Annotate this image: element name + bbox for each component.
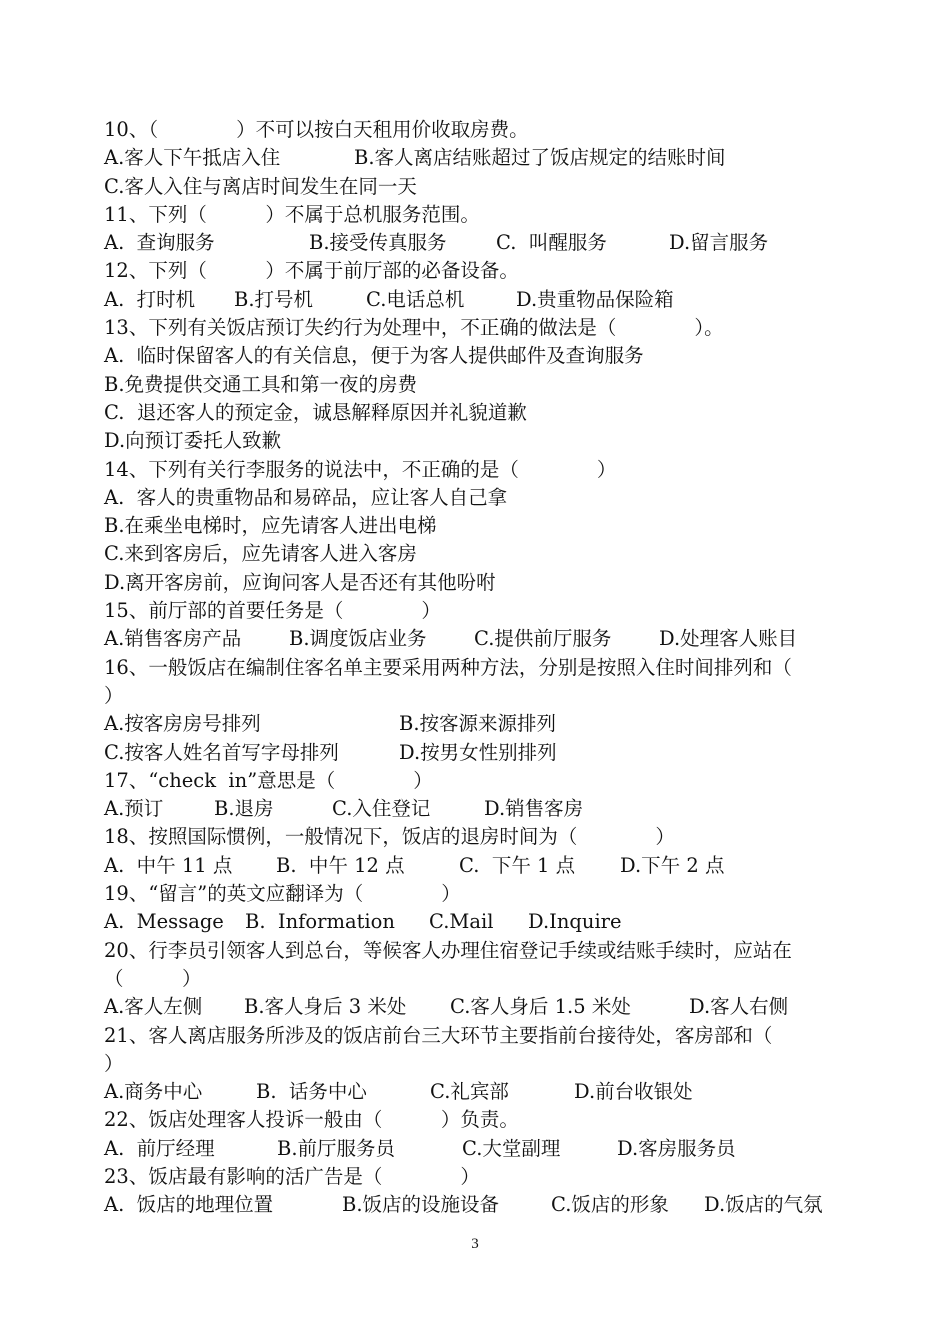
question-stem: 14、下列有关行李服务的说法中，不正确的是（ ） [104,457,617,481]
answer-option: D.前台收银处 [574,1080,693,1104]
option-row [104,229,864,257]
page-number: 3 [471,1236,479,1252]
answer-option: C. 退还客人的预定金，诚恳解释原因并礼貌道歉 [104,400,527,424]
option-row [104,1135,864,1163]
answer-option: D.离开客房前，应询问客人是否还有其他吩咐 [104,570,496,594]
option-row [104,1191,864,1219]
answer-option: C. 下午 1 点 [459,853,576,877]
option-row [104,625,864,653]
question-stem: 17、“check in”意思是（ ） [104,768,433,792]
answer-option: B. Information [245,910,395,934]
option-row [104,342,864,370]
answer-option: C.大堂副理 [462,1136,561,1160]
answer-option: A.预订 [104,797,164,821]
answer-option: A. 中午 11 点 [104,853,233,877]
answer-option: B.在乘坐电梯时，应先请客人进出电梯 [104,514,437,538]
answer-option: B.按客源来源排列 [399,712,557,736]
question-stem: 23、饭店最有影响的活广告是（ ） [104,1164,480,1188]
answer-option: A. 临时保留客人的有关信息，便于为客人提供邮件及查询服务 [104,344,644,368]
question-stem: 21、客人离店服务所涉及的饭店前台三大环节主要指前台接待处，客房部和（ [104,1023,773,1047]
answer-option: A. 打时机 [104,287,196,311]
question-stem: 13、下列有关饭店预订失约行为处理中，不正确的做法是（ ）。 [104,316,724,340]
question-stem: 10、（ ）不可以按白天租用价收取房费。 [104,118,529,141]
answer-option: A.商务中心 [104,1080,203,1104]
answer-option: D.处理客人账目 [659,627,798,651]
option-row [104,399,864,427]
option-row [104,540,864,568]
answer-option: B.客人身后 3 米处 [244,995,407,1019]
answer-option: C.提供前厅服务 [474,627,612,651]
answer-option: D.销售客房 [484,797,584,821]
question-stem: 20、行李员引领客人到总台，等候客人办理住宿登记手续或结账手续时，应站在 [104,938,792,962]
answer-option: A. 查询服务 [104,231,215,255]
question-stem-continued: ） [104,683,124,707]
answer-option: C.按客人姓名首写字母排列 [104,740,339,764]
option-row [104,512,864,540]
answer-option: C.饭店的形象 [551,1193,669,1217]
question-list [104,116,864,1220]
answer-option: A.销售客房产品 [104,627,242,651]
option-row [104,484,864,512]
answer-option: C.Mail [429,910,494,934]
answer-option: B.前厅服务员 [277,1136,396,1160]
question-stem-continued: （ ） [104,966,202,990]
option-row [104,371,864,399]
question-stem: 11、下列（ ）不属于总机服务范围。 [104,202,480,226]
question-stem: 12、下列（ ）不属于前厅部的必备设备。 [104,259,519,283]
answer-option: A. 前厅经理 [104,1136,215,1160]
option-row [104,144,864,172]
answer-option: D.Inquire [528,910,622,934]
answer-option: D.按男女性别排列 [399,740,557,764]
option-row [104,569,864,597]
question-stem: 16、一般饭店在编制住客名单主要采用两种方法，分别是按照入住时间排列和（ [104,655,792,679]
answer-option: B.客人离店结账超过了饭店规定的结账时间 [354,146,726,170]
answer-option: D.留言服务 [669,231,769,255]
option-row [104,173,864,201]
answer-option: C. 叫醒服务 [496,231,607,255]
answer-option: B.饭店的设施设备 [342,1193,500,1217]
option-row [104,993,864,1021]
option-row [104,908,864,936]
answer-option: C.礼宾部 [430,1080,509,1104]
answer-option: D.向预订委托人致歉 [104,429,282,453]
question-stem-continued: ） [104,1051,124,1075]
answer-option: D.客房服务员 [617,1136,736,1160]
answer-option: D.下午 2 点 [620,853,725,877]
answer-option: A.客人下午抵店入住 [104,146,281,170]
answer-option: B. 中午 12 点 [276,853,405,877]
option-row [104,710,864,738]
option-row [104,795,864,823]
answer-option: A.客人左侧 [104,995,203,1019]
answer-option: C.客人身后 1.5 米处 [450,995,631,1019]
answer-option: B.打号机 [234,287,314,311]
answer-option: C.来到客房后，应先请客人进入客房 [104,542,417,566]
answer-option: A. 饭店的地理位置 [104,1193,274,1217]
question-stem: 19、“留言”的英文应翻译为（ ） [104,882,461,906]
answer-option: A. 客人的贵重物品和易碎品，应让客人自己拿 [104,485,508,509]
answer-option: B.调度饭店业务 [289,627,427,651]
answer-option: D.饭店的气氛 [704,1193,823,1217]
answer-option: B.退房 [214,797,274,821]
question-stem: 18、按照国际惯例，一般情况下，饭店的退房时间为（ ） [104,825,675,849]
option-row [104,739,864,767]
option-row [104,1078,864,1106]
question-stem: 22、饭店处理客人投诉一般由（ ）负责。 [104,1108,519,1132]
answer-option: A.按客房房号排列 [104,712,261,736]
option-row [104,286,864,314]
option-row [104,427,864,455]
answer-option: B. 话务中心 [256,1080,367,1104]
answer-option: D.客人右侧 [689,995,789,1019]
answer-option: C.入住登记 [332,797,431,821]
answer-option: A. Message [104,910,224,934]
answer-option: B.免费提供交通工具和第一夜的房费 [104,372,418,396]
answer-option: C.客人入住与离店时间发生在同一天 [104,174,417,198]
answer-option: B.接受传真服务 [309,231,447,255]
option-row [104,852,864,880]
answer-option: D.贵重物品保险箱 [516,287,674,311]
answer-option: C.电话总机 [366,287,465,311]
question-stem: 15、前厅部的首要任务是（ ） [104,599,441,623]
